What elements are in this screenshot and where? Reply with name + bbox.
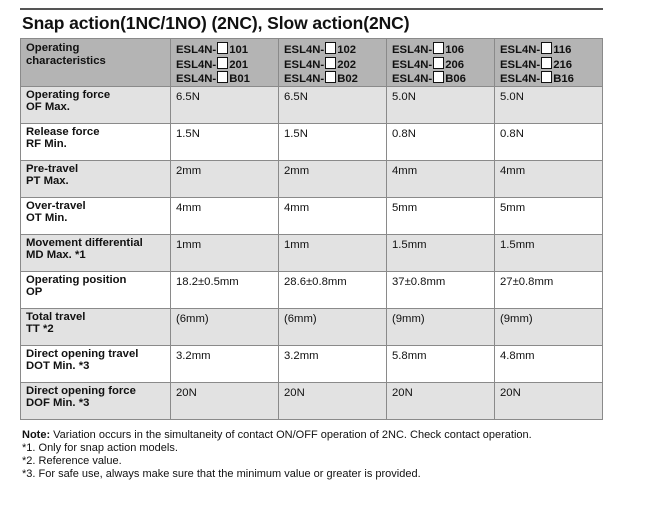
row-header-line: OF Max. [26, 101, 70, 113]
table-cell: 6.5N [279, 86, 387, 123]
table-cell: 4mm [387, 160, 495, 197]
model-suffix: 102 [337, 44, 357, 56]
note-line [22, 429, 622, 442]
table-cell: 4.8mm [495, 345, 603, 382]
placeholder-box-icon [325, 71, 336, 83]
placeholder-box-icon [541, 42, 552, 54]
placeholder-box-icon [217, 71, 228, 83]
table-row [21, 271, 603, 308]
table-cell: 6.5N [171, 86, 279, 123]
table-cell: 1.5mm [387, 234, 495, 271]
table-cell: 5.8mm [387, 345, 495, 382]
note-label: Note: [22, 429, 51, 441]
table-cell: 2mm [279, 160, 387, 197]
model-number [284, 57, 382, 72]
placeholder-box-icon [325, 42, 336, 54]
table-row [21, 197, 603, 234]
table-cell: 28.6±0.8mm [279, 271, 387, 308]
table-cell: 5mm [495, 197, 603, 234]
model-suffix: B02 [337, 73, 358, 85]
row-header-line: TT *2 [26, 323, 54, 335]
row-header-line: Direct opening force [26, 384, 136, 397]
row-header-line: OT Min. [26, 212, 68, 224]
section-title: Snap action(1NC/1NO) (2NC), Slow action(2NC) [22, 13, 410, 33]
model-number [284, 42, 382, 57]
table-cell: 1mm [171, 234, 279, 271]
header-label-line: Operating [26, 42, 80, 54]
row-header-line: Over-travel [26, 199, 86, 212]
row-header [21, 345, 171, 382]
model-prefix: ESL4N- [176, 73, 217, 85]
row-header-line: DOF Min. *3 [26, 397, 90, 409]
row-header [21, 123, 171, 160]
note-text: Variation occurs in the simultaneity of contact ON/OFF operation of 2NC. Check contact operation. [50, 429, 532, 441]
table-cell: 4mm [495, 160, 603, 197]
table-cell: 1.5N [171, 123, 279, 160]
table-row [21, 160, 603, 197]
model-prefix: ESL4N- [176, 44, 217, 56]
model-suffix: 201 [229, 58, 249, 71]
model-suffix: B01 [229, 73, 250, 85]
table-cell: 3.2mm [171, 345, 279, 382]
table-row [21, 123, 603, 160]
model-suffix: 216 [553, 58, 573, 71]
notes-block [22, 429, 622, 481]
row-header-line: PT Max. [26, 175, 69, 187]
model-prefix: ESL4N- [284, 44, 325, 56]
table-cell: 3.2mm [279, 345, 387, 382]
table-cell: 20N [495, 382, 603, 419]
row-header-line: Pre-travel [26, 162, 79, 175]
table-cell: (9mm) [387, 308, 495, 345]
title-rule [20, 8, 603, 10]
row-header-line: RF Min. [26, 138, 67, 150]
model-number [500, 57, 598, 72]
table-cell: (6mm) [279, 308, 387, 345]
model-column-header [171, 39, 279, 87]
model-number [176, 71, 274, 86]
table-cell: (9mm) [495, 308, 603, 345]
placeholder-box-icon [433, 42, 444, 54]
table-cell: 1mm [279, 234, 387, 271]
model-prefix: ESL4N- [500, 73, 541, 85]
footnote-1: *1. Only for snap action models. [22, 442, 178, 454]
placeholder-box-icon [217, 42, 228, 54]
model-number [500, 42, 598, 57]
placeholder-box-icon [433, 71, 444, 83]
table-cell: (6mm) [171, 308, 279, 345]
model-number [284, 71, 382, 86]
model-prefix: ESL4N- [176, 58, 217, 71]
header-label-line: characteristics [26, 54, 106, 67]
table-row [21, 345, 603, 382]
placeholder-box-icon [541, 57, 552, 69]
table-cell: 4mm [171, 197, 279, 234]
table-cell: 5.0N [387, 86, 495, 123]
table-header-row [21, 39, 603, 87]
row-header [21, 382, 171, 419]
table-row [21, 382, 603, 419]
row-header-line: DOT Min. *3 [26, 360, 90, 372]
model-prefix: ESL4N- [500, 44, 541, 56]
table-cell: 1.5mm [495, 234, 603, 271]
table-cell: 1.5N [279, 123, 387, 160]
header-row-label [21, 39, 171, 87]
row-header [21, 308, 171, 345]
row-header-line: Total travel [26, 310, 86, 323]
row-header [21, 234, 171, 271]
model-number [500, 71, 598, 86]
table-row [21, 86, 603, 123]
table-cell: 20N [171, 382, 279, 419]
row-header-line: OP [26, 286, 43, 298]
table-cell: 20N [387, 382, 495, 419]
table-cell: 5mm [387, 197, 495, 234]
table-cell: 0.8N [495, 123, 603, 160]
table-row [21, 234, 603, 271]
model-suffix: B06 [445, 73, 466, 85]
placeholder-box-icon [433, 57, 444, 69]
placeholder-box-icon [541, 71, 552, 83]
row-header [21, 86, 171, 123]
row-header [21, 197, 171, 234]
row-header-line: Release force [26, 125, 100, 138]
model-prefix: ESL4N- [392, 58, 433, 71]
table-cell: 5.0N [495, 86, 603, 123]
footnote-3: *3. For safe use, always make sure that the minimum value or greater is provided. [22, 468, 421, 480]
model-number [392, 42, 490, 57]
table-cell: 2mm [171, 160, 279, 197]
model-number [176, 42, 274, 57]
table-cell: 20N [279, 382, 387, 419]
model-suffix: B16 [553, 73, 574, 85]
row-header-line: Operating force [26, 88, 111, 101]
model-prefix: ESL4N- [284, 58, 325, 71]
model-column-header [495, 39, 603, 87]
row-header-line: Operating position [26, 273, 127, 286]
placeholder-box-icon [217, 57, 228, 69]
row-header [21, 271, 171, 308]
row-header-line: MD Max. *1 [26, 249, 86, 261]
model-prefix: ESL4N- [392, 44, 433, 56]
footnote-2: *2. Reference value. [22, 455, 122, 467]
model-number [176, 57, 274, 72]
row-header-line: Movement differential [26, 236, 143, 249]
table-cell: 0.8N [387, 123, 495, 160]
model-suffix: 116 [553, 44, 572, 56]
model-suffix: 106 [445, 44, 465, 56]
row-header-line: Direct opening travel [26, 347, 139, 360]
placeholder-box-icon [325, 57, 336, 69]
table-cell: 37±0.8mm [387, 271, 495, 308]
model-column-header [387, 39, 495, 87]
model-prefix: ESL4N- [284, 73, 325, 85]
model-prefix: ESL4N- [392, 73, 433, 85]
model-suffix: 206 [445, 58, 465, 71]
model-number [392, 71, 490, 86]
table-row [21, 308, 603, 345]
model-number [392, 57, 490, 72]
model-prefix: ESL4N- [500, 58, 541, 71]
table-body [21, 86, 603, 419]
table-cell: 27±0.8mm [495, 271, 603, 308]
model-suffix: 202 [337, 58, 357, 71]
table-cell: 4mm [279, 197, 387, 234]
model-column-header [279, 39, 387, 87]
model-suffix: 101 [229, 44, 249, 56]
row-header [21, 160, 171, 197]
table-cell: 18.2±0.5mm [171, 271, 279, 308]
operating-characteristics-table [20, 38, 603, 420]
